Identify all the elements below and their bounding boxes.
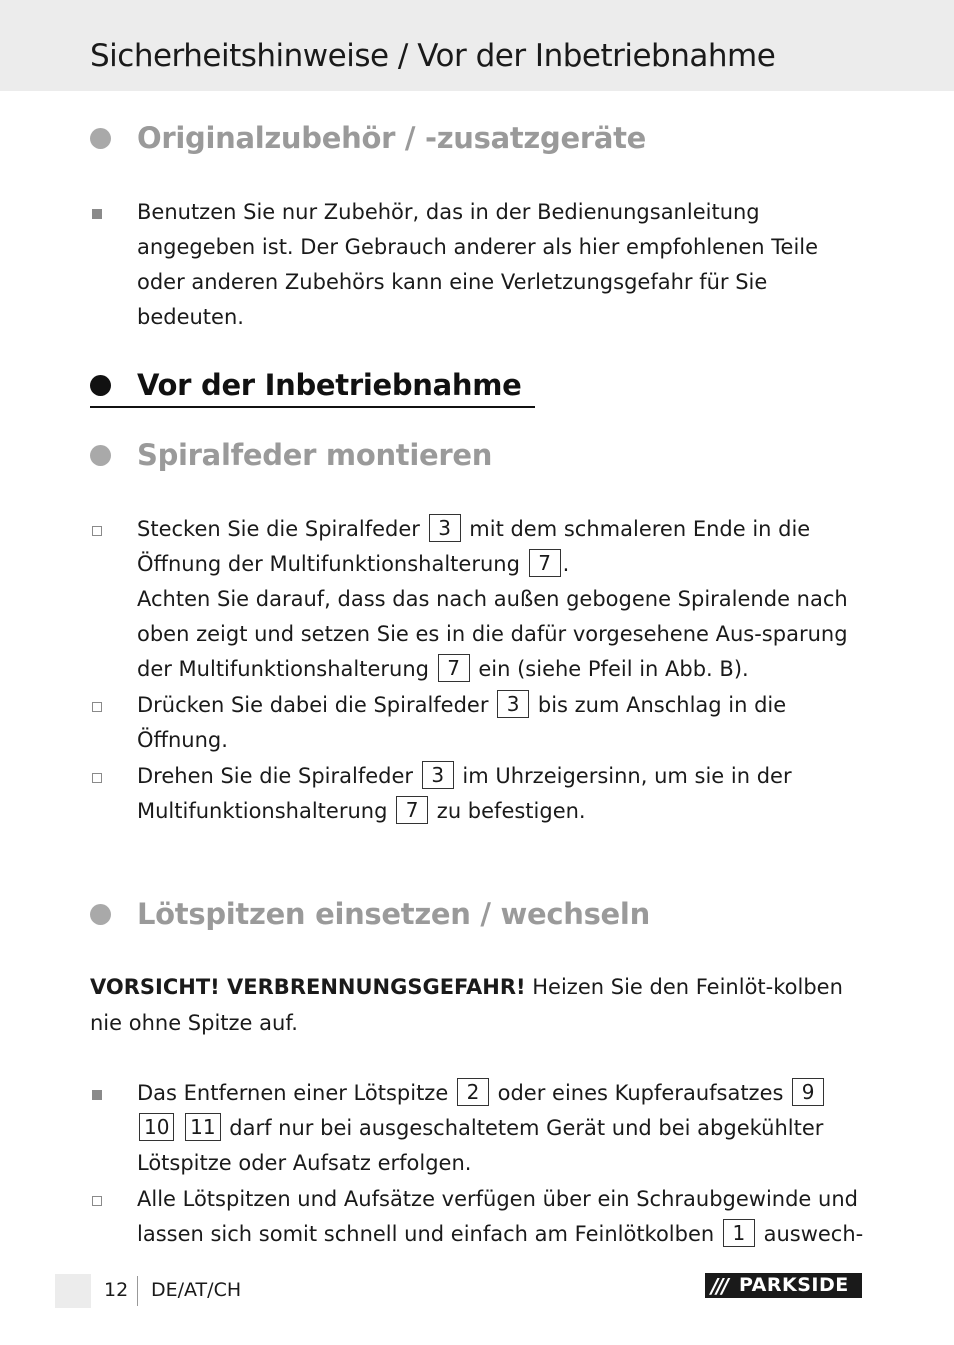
bullet-dot-icon [90,904,111,925]
list-item [90,512,870,687]
brand-name: PARKSIDE [739,1274,849,1296]
item-text: Benutzen Sie nur Zubehör, das in der Bedienungsanleitung angegeben ist. Der Gebrauch anderer als hier empfohlenen Teile oder anderen Zubehörs kann eine Verletzungsgefahr für Sie bedeuten. [137,200,819,329]
part-reference: 3 [422,761,454,789]
list-item [90,195,870,335]
item-text [137,688,870,758]
warning-label: VORSICHT! VERBRENNUNGSGEFAHR! [90,975,526,999]
bullet-dot-icon [90,445,111,466]
part-reference: 7 [396,796,428,824]
text: darf nur bei ausgeschaltetem Gerät und bei abgekühlter Lötspitze oder Aufsatz erfolgen. [137,1116,824,1175]
part-reference: 1 [723,1219,755,1247]
heading-text: Originalzubehör / -zusatzgeräte [137,121,647,155]
item-text [137,1076,870,1181]
text: Achten Sie darauf, dass das nach außen gebogene Spiralende nach oben zeigt und setzen Sie es in die dafür vorgesehene Aus-sparung der Multifunktionshalterung [137,587,848,681]
text: Stecken Sie die Spiralfeder [137,517,420,541]
list-item [90,688,870,758]
parkside-logo [705,1273,862,1298]
heading-text: Vor der Inbetriebnahme [137,368,522,402]
text: Das Entfernen einer Lötspitze [137,1081,449,1105]
list-item [90,1076,870,1181]
part-reference: 9 [792,1078,824,1106]
square-bullet-icon [92,1090,102,1100]
text: zu befestigen. [436,799,586,823]
part-reference: 3 [497,690,529,718]
checkbox-bullet-icon [92,702,102,712]
text: auswech- [763,1222,864,1246]
item-text [137,1182,870,1252]
bullet-dot-icon [90,375,111,396]
list-item [90,1182,870,1252]
text: Drehen Sie die Spiralfeder [137,764,414,788]
part-reference: 3 [429,514,461,542]
page-title: Sicherheitshinweise / Vor der Inbetriebnahme [90,38,776,74]
warning-text: Heizen Sie den Feinlöt-kolben nie ohne Spitze auf. [90,975,843,1035]
text: bis zum Anschlag in die Öffnung. [137,693,787,752]
checkbox-bullet-icon [92,526,102,536]
heading-text: Spiralfeder montieren [137,438,493,472]
text: . [562,552,570,576]
text: ein (siehe Pfeil in Abb. B). [478,657,749,681]
part-reference: 2 [457,1078,489,1106]
footer-marker [55,1274,91,1308]
text: im Uhrzeigersinn, um sie in der Multifunktionshalterung [137,764,792,823]
part-reference: 7 [438,654,470,682]
part-reference: 7 [529,549,561,577]
part-reference: 11 [185,1113,220,1141]
list-item [90,759,870,829]
bullet-dot-icon [90,128,111,149]
locale-label: DE/AT/CH [151,1279,242,1301]
checkbox-bullet-icon [92,773,102,783]
text: Alle Lötspitzen und Aufsätze verfügen über ein Schraubgewinde und lassen sich somit schnell und einfach am Feinlötkolben [137,1187,858,1246]
footer-divider [137,1276,138,1306]
heading-text: Lötspitzen einsetzen / wechseln [137,897,650,931]
brand-slashes-icon: /// [711,1274,727,1298]
checkbox-bullet-icon [92,1196,102,1206]
text: Drücken Sie dabei die Spiralfeder [137,693,489,717]
square-bullet-icon [92,209,102,219]
heading-underline [90,406,535,408]
item-text [137,512,870,687]
text: oder eines Kupferaufsatzes [497,1081,784,1105]
item-text [137,759,870,829]
part-reference: 10 [139,1113,174,1141]
warning-notice [90,969,870,1041]
page-number: 12 [104,1279,129,1301]
text: mit dem schmaleren Ende in die Öffnung der Multifunktionshalterung [137,517,811,576]
